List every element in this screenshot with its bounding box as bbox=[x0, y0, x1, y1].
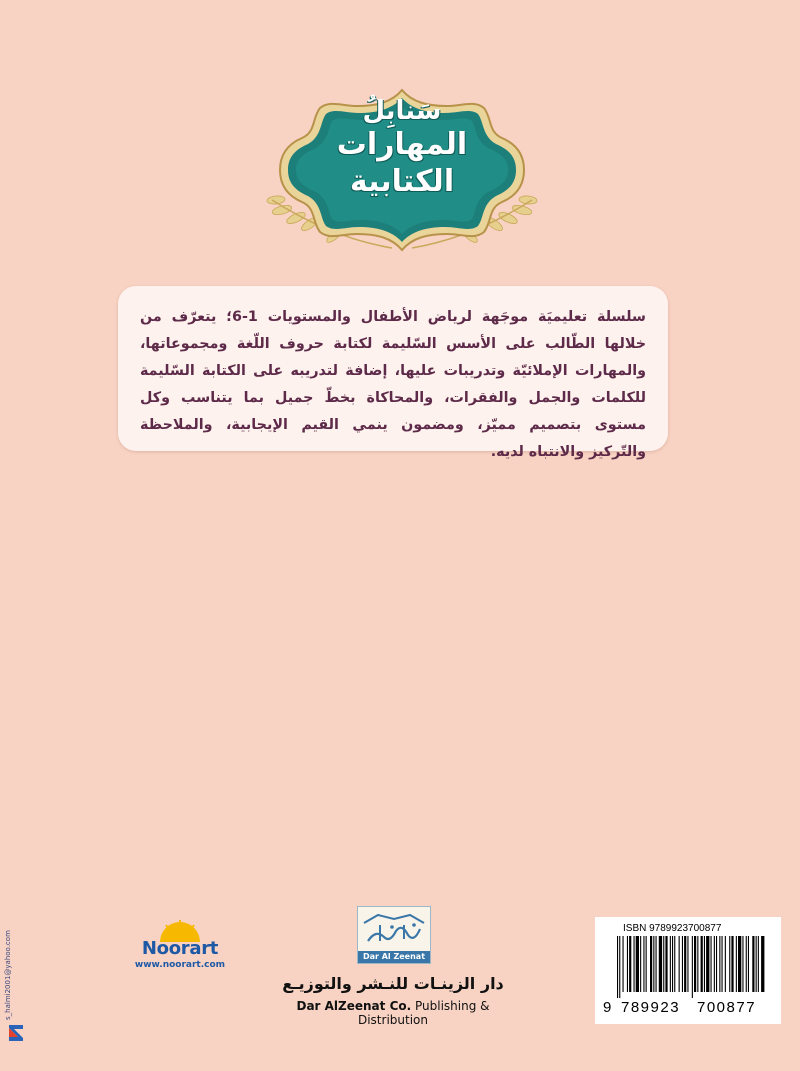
title-line-2: الكتابية bbox=[349, 164, 455, 199]
series-name: سَنابِلُ bbox=[362, 96, 442, 126]
barcode-icon bbox=[617, 936, 767, 998]
noorart-name: Noorart bbox=[141, 938, 219, 959]
isbn-group-2: 700877 bbox=[697, 999, 757, 1016]
publisher-name-bold: Dar AlZeenat Co. bbox=[296, 999, 412, 1013]
description-box bbox=[118, 286, 668, 460]
isbn-digits bbox=[603, 999, 775, 1016]
dar-al-zeenat-logo bbox=[357, 906, 431, 964]
isbn-group-1: 789923 bbox=[621, 999, 681, 1016]
publisher-name-english bbox=[268, 999, 518, 1027]
noorart-url: www.noorart.com bbox=[134, 960, 226, 970]
isbn-barcode-box bbox=[595, 917, 781, 1024]
description-text: سلسلة تعليميَة موجَهة لرياض الأطفال والمستويات 1-6؛ يتعرّف من خلالها الطّالب على الأسس السّليمة لكتابة حروف اللّغة ومجموعاتها، والمهارات الإملائيّة وتدريبات عليها، إضافة لتدريبه على الكتابة السّليمة للكلمات والجمل والفقرات، والمحاكاة بخطّ جميل بما يتناسب وكل مستوى بتصميم مميّز، ومضمون ينمي القيم الإيجابية، والملاحظة والتّركيز والانتباه لديه. bbox=[140, 309, 646, 460]
designer-logo-icon bbox=[8, 1024, 24, 1042]
publisher-name-arabic: دار الزينـات للنـشر والتوزيـع bbox=[282, 974, 504, 993]
badge-title bbox=[262, 96, 542, 200]
noorart-logo bbox=[130, 920, 230, 972]
series-title-badge bbox=[262, 88, 542, 258]
designer-credit: s_halmi2001@yahoo.com bbox=[4, 930, 12, 1020]
publisher-name-rest: Publishing & Distribution bbox=[357, 999, 490, 1027]
isbn-first-digit: 9 bbox=[603, 999, 612, 1016]
publisher-logo-label: Dar Al Zeenat bbox=[358, 951, 430, 963]
isbn-label: ISBN 9789923700877 bbox=[623, 923, 722, 934]
publisher-emblem-icon bbox=[358, 907, 430, 953]
title-line-1: المهارات bbox=[336, 127, 468, 162]
